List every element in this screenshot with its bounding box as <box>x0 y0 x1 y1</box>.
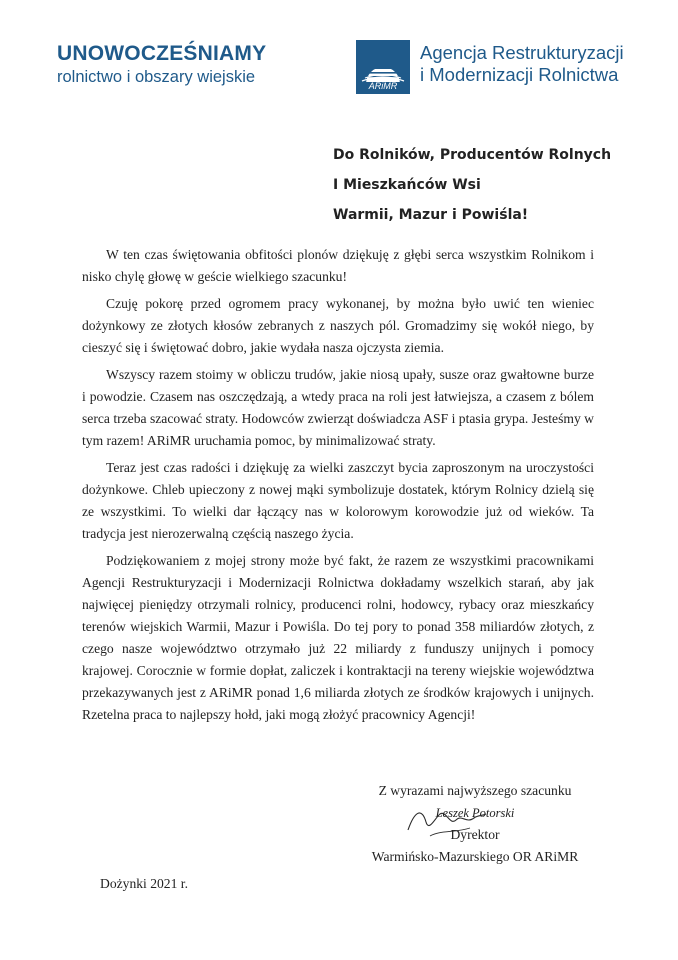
paragraph: Wszyscy razem stoimy w obliczu trudów, jakie niosą upały, susze oraz gwałtowne burze i powodzie. Czasem nas oszczędzają, a wtedy praca na roli jest łatwiejsza, a czasem z bólem serca trzeba szacować straty. Hodowców zwierząt doświadcza ASF i ptasia grypa. Jesteśmy w tym razem! ARiMR uruchamia pomoc, by minimalizować straty. <box>82 367 594 448</box>
slogan-subtitle: rolnictwo i obszary wiejskie <box>57 68 256 86</box>
slogan-block <box>57 42 266 88</box>
paragraph: Podziękowaniem z mojej strony może być fakt, że razem ze wszystkimi pracownikami Agencji Restrukturyzacji i Modernizacji Rolnictwa dokładamy wszelkich starań, aby jak najwięcej pieniędzy otrzymali rolnicy, producenci rolni, hodowcy, rybacy oraz mieszkańcy terenów wiejskich Warmii, Mazur i Powiśla. Do tej pory to ponad 358 miliardów złotych, z czego nasze województwo otrzymało już 22 miliardy z funduszy unijnych i pomocy krajowej. Corocznie w formie dopłat, zaliczek i kontraktacji na tereny wiejskie województwa przekazywanych jest z ARiMR ponad 1,6 miliarda złotych ze środków krajowych i unijnych. Rzetelna praca to najlepszy hołd, jaki mogą złożyć pracownicy Agencji! <box>82 553 594 722</box>
signatory-title: Dyrektor <box>450 827 500 842</box>
letter-date: Dożynki 2021 r. <box>100 876 188 891</box>
arimr-logo <box>356 40 410 94</box>
closing-regards: Z wyrazami najwyższego szacunku <box>378 783 572 798</box>
paragraph: Czuję pokorę przed ogromem pracy wykonanej, by można było uwić ten wieniec dożynkowy ze złotych kłosów zebranych z naszych pól. Gromadzimy się wokół niego, by cieszyć się i świętować dobro, jakie wydała nasza ojczysta ziemia. <box>82 296 594 355</box>
recipient-line3: Warmii, Mazur i Powiśla! <box>333 207 529 223</box>
agency-name <box>420 42 624 86</box>
signature-icon <box>400 800 490 840</box>
agency-name-line1: Agencja Restrukturyzacji <box>420 42 624 63</box>
recipient-line1: Do Rolników, Producentów Rolnych <box>333 147 612 163</box>
letter-body <box>82 244 594 726</box>
paragraph: W ten czas świętowania obfitości plonów dziękuję z głębi serca wszystkim Rolnikom i nisko chylę głowę w geście wielkiego szacunku! <box>82 247 594 284</box>
agency-name-line2: i Modernizacji Rolnictwa <box>420 64 619 85</box>
signatory-organization: Warmińsko-Mazurskiego OR ARiMR <box>371 849 579 864</box>
recipient-block <box>333 140 611 230</box>
signatory-name: Leszek Potorski <box>435 806 515 820</box>
logo-text: ARiMR <box>368 81 398 91</box>
paragraph: Teraz jest czas radości i dziękuję za wielki zaszczyt bycia zaproszonym na uroczystości dożynkowe. Chleb upieczony z nowej mąki symbolizuje dostatek, którym Rolnicy dzielą się ze wszystkimi. To wielki dar łączący nas w kolorowym korowodzie już od wieków. Ta tradycja jest nierozerwalną częścią naszego życia. <box>82 460 594 541</box>
slogan-title: UNOWOCZEŚNIAMY <box>57 42 267 65</box>
recipient-line2: I Mieszkańców Wsi <box>333 177 481 193</box>
